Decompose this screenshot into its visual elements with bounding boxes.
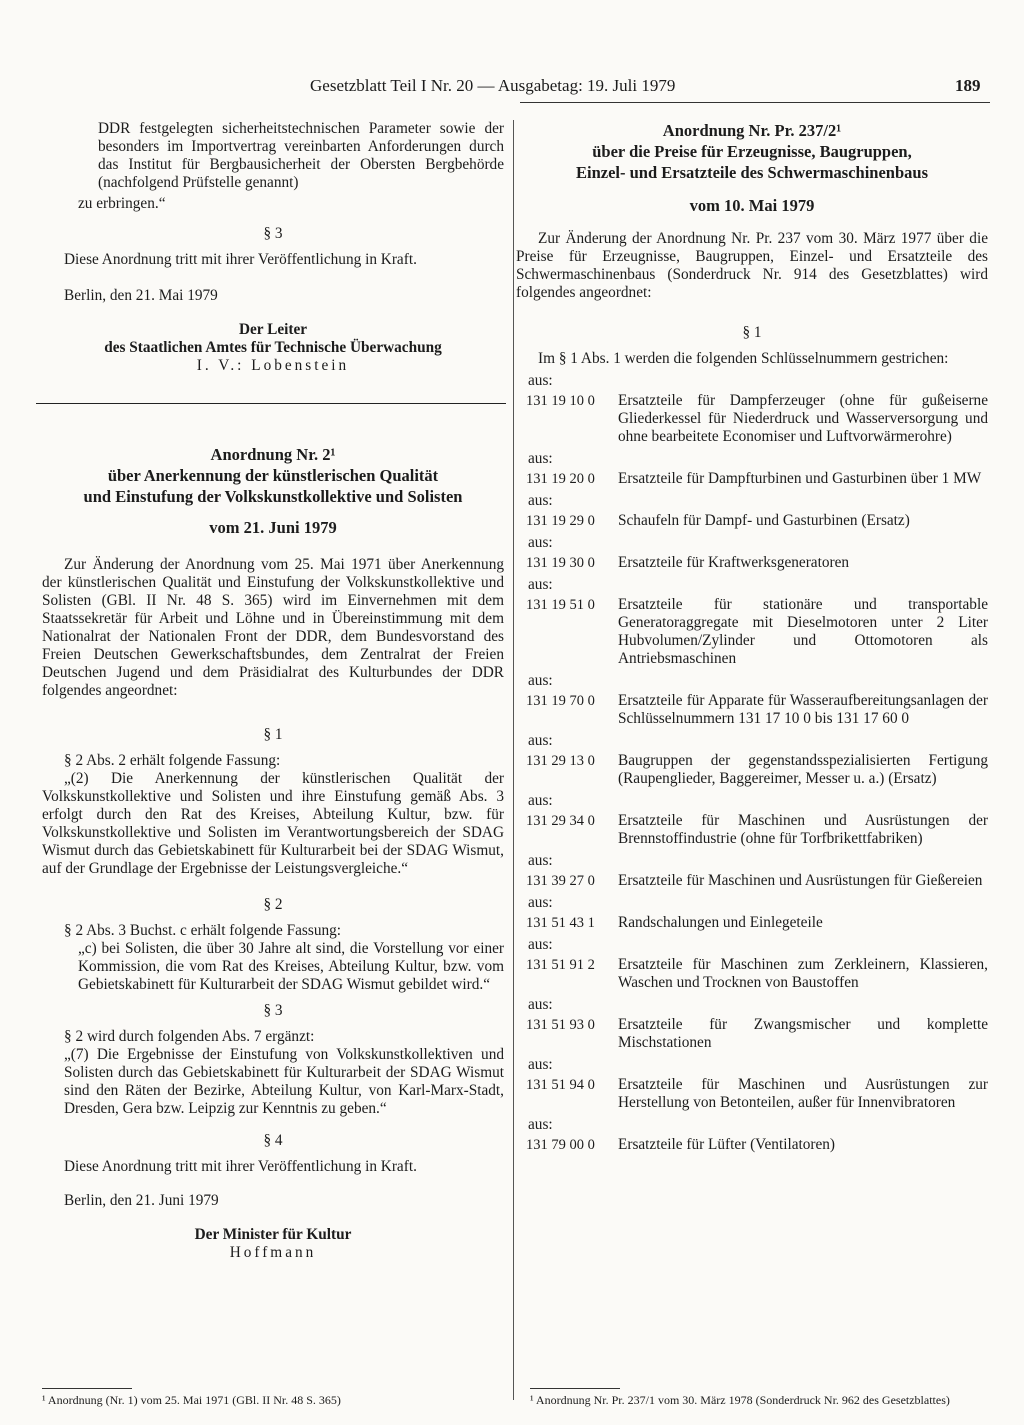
code-entry [516,914,988,932]
code-entry [516,470,988,488]
entry-code: 131 29 34 0 [526,813,595,829]
entry-code: 131 39 27 0 [526,873,595,889]
entry-code: 131 19 70 0 [526,693,595,709]
signature-2-name: Hoffmann [229,1244,317,1261]
entry-description: Ersatzteile für Kraftwerksgeneratoren [618,554,850,571]
entry-description: Baugruppen der gegenstandsspezialisierten Fertigung (Raupenglieder, Baggereimer, Messer u. a.) (Ersatz) [618,752,988,787]
right-column [516,120,988,1157]
code-entry [516,692,988,728]
footnote-rule [42,1388,132,1389]
order-pr-section-1-text: Im § 1 Abs. 1 werden die folgenden Schlüsselnummern gestrichen: [538,350,949,367]
entry-description: Randschalungen und Einlegeteile [618,914,823,931]
entry-code: 131 19 10 0 [526,393,595,409]
aus-label: aus: [528,534,553,551]
code-entry [516,812,988,848]
code-entry [516,752,988,788]
aus-label: aus: [528,894,553,911]
right-footnote [530,1388,990,1407]
order-2-section-1-heading: § 1 [263,726,283,743]
signature-1-name: I. V.: Lobenstein [196,357,350,374]
order-2-section-1-lead: § 2 Abs. 2 erhält folgende Fassung: [64,752,281,769]
header-title: Gesetzblatt Teil I Nr. 20 — Ausgabetag: 19. Juli 1979 [310,76,676,95]
entry-description: Ersatzteile für Maschinen und Ausrüstungen für Gießereien [618,872,983,889]
signature-2-title: Der Minister für Kultur [194,1226,352,1243]
order-pr-date: vom 10. Mai 1979 [689,196,815,215]
order-2-title: Anordnung Nr. 2¹ [210,445,336,464]
column-divider [513,120,514,1400]
entry-description: Ersatzteile für Dampferzeuger (ohne für gußeiserne Gliederkessel für Niederdruck und Wasserversorgung und ohne bearbeitete Economiser und Luftvorwärmerohre) [618,392,988,445]
entry-description: Ersatzteile für stationäre und transportable Generatoraggregate mit Dieselmotoren unter 2 Liter Hubvolumen/Zylinder und Ottomotoren als Antriebsmaschinen [618,596,988,667]
entry-description: Ersatzteile für Maschinen und Ausrüstungen zur Herstellung von Betonteilen, außer für Innenvibratoren [618,1076,988,1111]
left-column [42,120,504,1262]
signature-1-office: des Staatlichen Amtes für Technische Überwachung [104,339,442,356]
entry-code: 131 51 94 0 [526,1077,595,1093]
entry-code: 131 19 30 0 [526,555,595,571]
code-entry [516,956,988,992]
entry-description: Ersatzteile für Maschinen zum Zerkleinern, Klassieren, Waschen und Trocknen von Baustoffen [618,956,988,991]
entry-code: 131 79 00 0 [526,1137,595,1153]
right-footnote-text: ¹ Anordnung Nr. Pr. 237/1 vom 30. März 1978 (Sonderdruck Nr. 962 des Gesetzblattes) [530,1393,950,1407]
page-number: 189 [955,76,981,95]
entry-code: 131 51 43 1 [526,915,595,931]
aus-label: aus: [528,732,553,749]
order-2-section-4-heading: § 4 [263,1132,283,1149]
continued-text-end: zu erbringen.“ [78,195,166,212]
signature-1-title: Der Leiter [238,321,308,338]
entry-description: Ersatzteile für Lüfter (Ventilatoren) [618,1136,836,1153]
aus-label: aus: [528,936,553,953]
aus-label: aus: [528,672,553,689]
aus-label: aus: [528,492,553,509]
entry-description: Ersatzteile für Dampfturbinen und Gasturbinen über 1 MW [618,470,982,487]
aus-label: aus: [528,576,553,593]
code-entry [516,596,988,668]
code-entry [516,1016,988,1052]
order-2-subtitle-2: und Einstufung der Volkskunstkollektive und Solisten [83,487,463,506]
order-2-section-2-lead: § 2 Abs. 3 Buchst. c erhält folgende Fassung: [64,922,342,939]
header-rule [520,102,990,103]
code-entry [516,554,988,572]
order-pr-subtitle-2: Einzel- und Ersatzteile des Schwermaschinenbaus [575,163,928,182]
order-pr-subtitle-1: über die Preise für Erzeugnisse, Baugruppen, [592,142,912,161]
left-footnote [42,1388,502,1407]
code-entry [516,512,988,530]
entry-code: 131 29 13 0 [526,753,595,769]
aus-label: aus: [528,1116,553,1133]
place-date-1: Berlin, den 21. Mai 1979 [64,287,218,304]
left-footnote-text: ¹ Anordnung (Nr. 1) vom 25. Mai 1971 (GBl. II Nr. 48 S. 365) [42,1393,341,1407]
order-2-intro: Zur Änderung der Anordnung vom 25. Mai 1971 über Anerkennung der künstlerischen Qualität und Einstufung der Volkskunstkollektive und Solisten (GBl. II Nr. 48 S. 365) wird im Einvernehmen mit dem Staatssekretär für Arbeit und Löhne und in Übereinstimmung mit dem Nationalrat der Nationalen Front der DDR, dem Bundesvorstand des Freien Deutschen Gewerkschaftsbundes, dem Zentralrat der Freien Deutschen Jugend und dem Präsidialrat des Kulturbundes der DDR folgendes angeordnet: [42,556,504,699]
place-date-2: Berlin, den 21. Juni 1979 [64,1192,219,1209]
order-pr-intro: Zur Änderung der Anordnung Nr. Pr. 237 vom 30. März 1977 über die Preise für Erzeugnisse, Baugruppen, Einzel- und Ersatzteile des Schwermaschinenbaus (Sonderdruck Nr. 914 des Gesetzblattes) wird folgendes angeordnet: [516,230,988,301]
order-pr-section-1-heading: § 1 [742,324,762,341]
order-2-section-3-heading: § 3 [263,1002,283,1019]
entry-description: Schaufeln für Dampf- und Gasturbinen (Ersatz) [618,512,910,529]
code-entry [516,1136,988,1154]
entry-description: Ersatzteile für Maschinen und Ausrüstungen der Brennstoffindustrie (ohne für Torfbrikettfabriken) [618,812,988,847]
entry-code: 131 51 93 0 [526,1017,595,1033]
order-2-date: vom 21. Juni 1979 [209,518,337,537]
entry-code: 131 19 29 0 [526,513,595,529]
aus-label: aus: [528,450,553,467]
footnote-rule [530,1388,620,1389]
order-2-section-2-heading: § 2 [263,896,283,913]
code-entry [516,392,988,446]
code-entries-list [516,372,988,1154]
entry-description: Ersatzteile für Zwangsmischer und komplette Mischstationen [618,1016,988,1051]
order-pr-title: Anordnung Nr. Pr. 237/2¹ [662,121,842,140]
section-3-text: Diese Anordnung tritt mit ihrer Veröffentlichung in Kraft. [64,251,417,268]
aus-label: aus: [528,372,553,389]
section-separator [36,403,506,404]
continued-text: DDR festgelegten sicherheitstechnischen Parameter sowie der besonders im Importvertrag vereinbarten Anforderungen durch das Institut für Bergbausicherheit der Obersten Bergbehörde (nachfolgend Prüfstelle genannt) [98,120,504,191]
entry-code: 131 19 20 0 [526,471,595,487]
entry-code: 131 51 91 2 [526,957,595,973]
section-3-heading: § 3 [263,225,283,242]
aus-label: aus: [528,996,553,1013]
order-2-section-3-text: „(7) Die Ergebnisse der Einstufung von Volkskunstkollektiven und Solisten durch das Gebietskabinett für Kulturarbeit der SDAG Wismut sind den Räten der Bezirke, Abteilung Kultur, von Karl-Marx-Stadt, Dresden, Gera bzw. Leipzig zur Kenntnis zu geben.“ [64,1046,504,1117]
aus-label: aus: [528,792,553,809]
aus-label: aus: [528,1056,553,1073]
order-2-subtitle-1: über Anerkennung der künstlerischen Qualität [107,466,439,485]
entry-description: Ersatzteile für Apparate für Wasseraufbereitungsanlagen der Schlüsselnummern 131 17 10 0 bis 131 17 60 0 [618,692,988,727]
order-2-section-3-lead: § 2 wird durch folgenden Abs. 7 ergänzt: [64,1028,315,1045]
order-2-section-4-text: Diese Anordnung tritt mit ihrer Veröffentlichung in Kraft. [64,1158,417,1175]
aus-label: aus: [528,852,553,869]
order-2-section-2-text: „c) bei Solisten, die über 30 Jahre alt sind, die Vorstellung vor einer Kommission, die vom Rat des Kreises, Abteilung Kultur, bzw. vom Gebietskabinett für Kulturarbeit der SDAG Wismut gebildet wird.“ [78,940,504,993]
entry-code: 131 19 51 0 [526,597,595,613]
code-entry [516,872,988,890]
code-entry [516,1076,988,1112]
order-2-section-1-text: „(2) Die Anerkennung der künstlerischen Qualität der Volkskunstkollektive und Solisten und ihre Einstufung gemäß Abs. 3 erfolgt durch den Rat des Kreises, Abteilung Kultur, bzw. für Volkskunstkollektive und Solisten im Verantwortungsbereich der SDAG Wismut durch das Gebietskabinett für Kulturarbeit bei der SDAG Wismut, auf der Grundlage der Ergebnisse der Leistungsvergleiche.“ [42,770,504,877]
